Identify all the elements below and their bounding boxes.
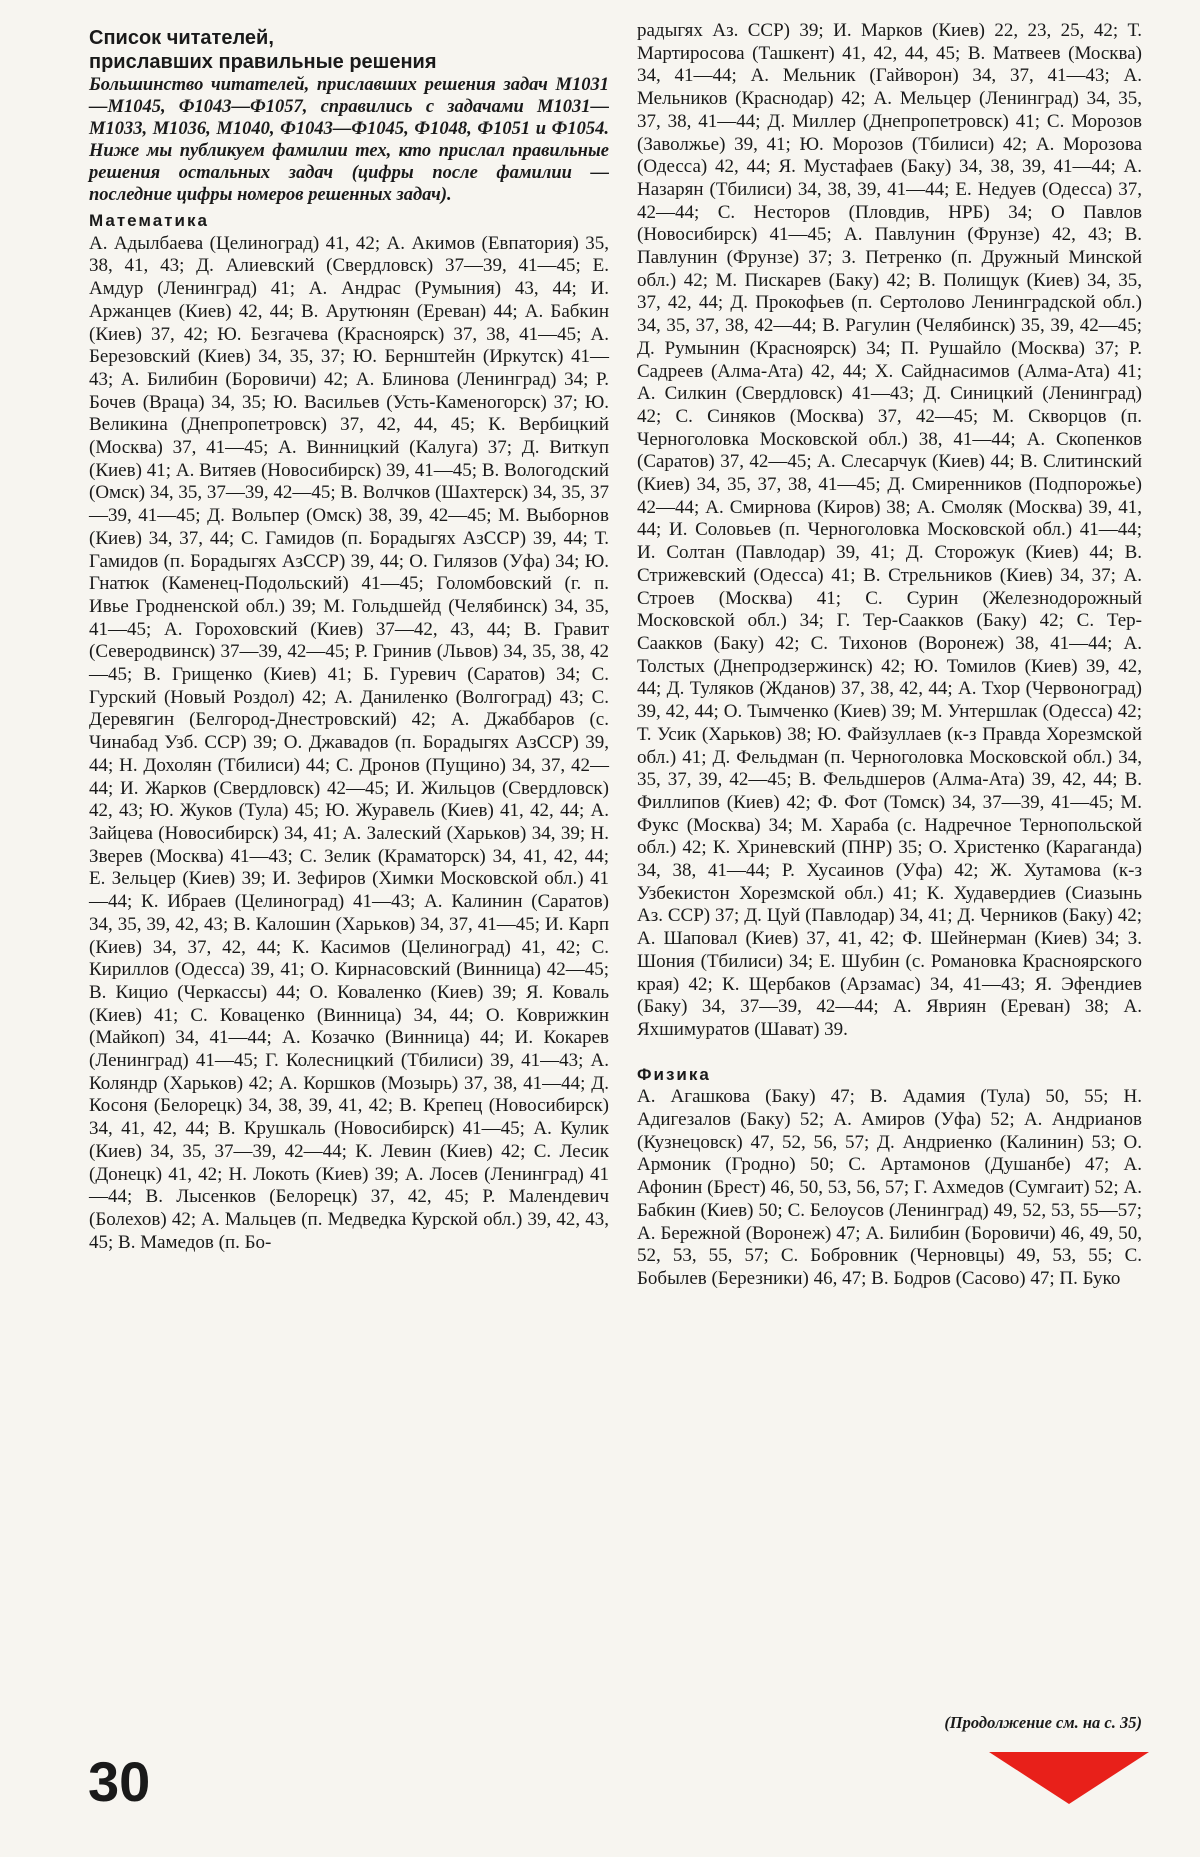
math-list-right: радыгях Аз. ССР) 39; И. Марков (Киев) 22, 23, 25, 42; Т. Мартиросова (Ташкент) 41, 42, 44, 45; В. Матвеев (Москва) 34, 41—44; А. Мельник (Гайворон) 34, 37, 41—43; А. Мельников (Краснодар) 42; А. Мельцер (Ленинград) 34, 35, 37, 38, 41—44; Д. Миллер (Днепропетровск) 41; С. Морозов (Заволжье) 39, 41; Ю. Морозов (Тбилиси) 42; А. Морозова (Одесса) 42, 44; Я. Мустафаев (Баку) 34, 38, 39, 41—44; А. Назарян (Тбилиси) 34, 38, 39, 41—44; Е. Недуев (Одесса) 37, 42—44; С. Несторов (Пловдив, НРБ) 34; О Павлов (Новосибирск) 41—45; А. Павлунин (Фрунзе) 42, 43; В. Павлунин (Фрунзе) 37; З. Петренко (п. Дружный Минской обл.) 42; М. Пискарев (Баку) 42; В. Полищук (Киев) 34, 35, 37, 42, 44; Д. Прокофьев (п. Сертолово Ленинградской обл.) 34, 35, 37, 38, 42—44; В. Рагулин (Челябинск) 35, 39, 42—45; Д. Румынин (Красноярск) 34; П. Рушайло (Москва) 37; Р. Садреев (Алма-Ата) 42, 44; Х. Сайднасимов (Алма-Ата) 41; А. Силкин (Свердловск) 41—43; Д. Синицкий (Ленинград) 42; С. Синяков (Москва) 37, 42—45; М. Скворцов (п. Черноголовка Московской обл.) 38, 41—44; А. Скопенков (Саратов) 37, 42—45; А. Слесарчук (Киев) 44; В. Слитинский (Киев) 34, 35, 37, 38, 41—45; Д. Смиренников (Подпорожье) 42—44; А. Смирнова (Киров) 38; А. Смоляк (Москва) 39, 41, 44; И. Соловьев (п. Черноголовка Московской обл.) 41—44; И. Солтан (Павлодар) 39, 41; Д. Сторожук (Киев) 44; В. Стрижевский (Одесса) 41; В. Стрельников (Киев) 34, 37; А. Строев (Москва) 41; С. Сурин (Железнодорожный Московской обл.) 34; Г. Тер-Саакков (Баку) 42; С. Тер-Саакков (Баку) 42; С. Тихонов (Воронеж) 38, 41—44; А. Толстых (Днепродзержинск) 42; Ю. Томилов (Киев) 39, 42, 44; Д. Туляков (Жданов) 37, 38, 42, 44; А. Тхор (Червоноград) 39, 42, 44; О. Тымченко (Киев) 39; М. Унтершлак (Одесса) 42; Т. Усик (Харьков) 38; Ю. Файзуллаев (к-з Правда Хорезмской обл.) 41; Д. Фельдман (п. Черноголовка Московской обл.) 34, 35, 37, 39, 42—45; В. Фельдшеров (Алма-Ата) 39, 42, 44; В. Филлипов (Киев) 42; Ф. Фот (Томск) 34, 37—39, 41—45; М. Фукс (Москва) 34; М. Хараба (с. Надречное Тернопольской обл.) 42; К. Хриневский (ПНР) 35; О. Христенко (Караганда) 34, 38, 41—44; Р. Хусаинов (Уфа) 42; Ж. Хутамова (к-з Узбекистон Хорезмской обл.) 41; К. Худавердиев (Сиазынь Аз. ССР) 37; Д. Цуй (Павлодар) 34, 41; Д. Черников (Баку) 42; А. Шаповал (Киев) 37, 41, 42; Ф. Шейнерман (Киев) 34; З. Шония (Тбилиси) 34; Е. Шубин (с. Романовка Красноярского края) 42; К. Щербаков (Арзамас) 34, 41—43; Я. Эфендиев (Баку) 34, 37—39, 42—44; А. Явриян (Ереван) 38; А. Яхшимуратов (Шават) 39. <box>637 20 1142 1040</box>
section-heading-physics: Физика <box>637 1064 711 1084</box>
continued-note: (Продолжение см. на с. 35) <box>944 1713 1142 1732</box>
page-title-line2: приславших правильные решения <box>89 51 437 73</box>
red-arrow-icon <box>989 1752 1149 1804</box>
page-title-line1: Список читателей, <box>89 27 274 49</box>
right-column <box>637 20 1142 1291</box>
red-arrow-shape <box>989 1752 1149 1804</box>
math-list-left: А. Адылбаева (Целиноград) 41, 42; А. Акимов (Евпатория) 35, 38, 41, 43; Д. Алиевский (Свердловск) 37—39, 41—45; Е. Амдур (Ленинград) 41; А. Андрас (Румыния) 43, 44; И. Аржанцев (Киев) 42, 44; В. Арутюнян (Ереван) 44; А. Бабкин (Киев) 37, 42; Ю. Безгачева (Красноярск) 37, 38, 41—45; А. Березовский (Киев) 34, 35, 37; Ю. Бернштейн (Иркутск) 41—43; А. Билибин (Боровичи) 42; А. Блинова (Ленинград) 34; Р. Бочев (Враца) 34, 35; Ю. Васильев (Усть-Каменогорск) 37; Ю. Великина (Днепропетровск) 37, 42, 44, 45; К. Вербицкий (Москва) 37, 41—45; А. Винницкий (Калуга) 37; Д. Виткуп (Киев) 41; А. Витяев (Новосибирск) 39, 41—45; В. Вологодский (Омск) 34, 35, 37—39, 42—45; В. Волчков (Шахтерск) 34, 35, 37—39, 41—45; Д. Вольпер (Омск) 38, 39, 42—45; М. Выборнов (Киев) 34, 37, 44; С. Гамидов (п. Борадыгях АзССР) 39, 44; Т. Гамидов (п. Борадыгях АзССР) 39, 44; О. Гилязов (Уфа) 34; Ю. Гнатюк (Каменец-Подольский) 41—45; Голомбовский (г. п. Ивье Гродненской обл.) 39; М. Гольдшейд (Челябинск) 34, 35, 41—45; А. Гороховский (Киев) 37—42, 43, 44; В. Гравит (Северодвинск) 37—39, 42—45; Р. Гринив (Львов) 34, 35, 38, 42—45; В. Грищенко (Киев) 41; Б. Гуревич (Саратов) 34; С. Гурский (Новый Роздол) 42; А. Даниленко (Волгоград) 43; С. Деревягин (Белгород-Днестровский) 42; А. Джаббаров (с. Чинабад Узб. ССР) 39; О. Джавадов (п. Борадыгях АзССР) 39, 44; Н. Дохолян (Тбилиси) 44; С. Дронов (Пущино) 34, 37, 42—44; И. Жарков (Свердловск) 42—45; И. Жильцов (Свердловск) 42, 43; Ю. Жуков (Тула) 45; Ю. Журавель (Киев) 41, 42, 44; А. Зайцева (Новосибирск) 34, 41; А. Залеский (Харьков) 34, 39; Н. Зверев (Москва) 41—43; С. Зелик (Краматорск) 34, 41, 42, 44; Е. Зельцер (Киев) 39; И. Зефиров (Химки Московской обл.) 41—44; К. Ибраев (Целиноград) 41—43; А. Калинин (Саратов) 34, 35, 39, 42, 43; В. Калошин (Харьков) 34, 37, 41—45; И. Карп (Киев) 34, 37, 42, 44; К. Касимов (Целиноград) 41, 42; С. Кириллов (Одесса) 39, 41; О. Кирнасовский (Винница) 42—45; В. Кицио (Черкассы) 44; О. Коваленко (Киев) 39; Я. Коваль (Киев) 41; С. Коваценко (Винница) 34, 44; О. Коврижкин (Майкоп) 34, 41—44; А. Козачко (Винница) 44; И. Кокарев (Ленинград) 41—45; Г. Колесницкий (Тбилиси) 39, 41—43; А. Коляндр (Харьков) 42; А. Коршков (Мозырь) 37, 38, 41—44; Д. Косоня (Белорецк) 34, 38, 39, 41, 42; В. Крепец (Новосибирск) 34, 41, 42, 44; В. Крушкаль (Новосибирск) 41—45; А. Кулик (Киев) 34, 35, 37—39, 42—44; К. Левин (Киев) 42; С. Лесик (Донецк) 41, 42; Н. Локоть (Киев) 39; А. Лосев (Ленинград) 41—44; В. Лысенков (Белорецк) 37, 42, 45; Р. Малендевич (Болехов) 42; А. Мальцев (п. Медведка Курской обл.) 39, 42, 43, 45; В. Мамедов (п. Бо- <box>89 232 609 1253</box>
intro-paragraph: Большинство читателей, приславших решения задач М1031—М1045, Ф1043—Ф1057, справились с задачами М1031—М1033, М1036, М1040, Ф1043—Ф1045, Ф1048, Ф1051 и Ф1054. Ниже мы публикуем фамилии тех, кто прислал правильные решения остальных задач (цифры после фамилии — последние цифры номеров решенных задач). <box>89 75 609 205</box>
physics-list: А. Агашкова (Баку) 47; В. Адамия (Тула) 50, 55; Н. Адигезалов (Баку) 52; А. Амиров (Уфа) 52; А. Андрианов (Кузнецовск) 47, 52, 56, 57; Д. Андриенко (Калинин) 53; О. Армоник (Гродно) 50; С. Артамонов (Душанбе) 47; А. Афонин (Брест) 46, 50, 53, 56, 57; Г. Ахмедов (Сумгаит) 52; А. Бабкин (Киев) 50; С. Белоусов (Ленинград) 49, 52, 53, 55—57; А. Бережной (Воронеж) 47; А. Билибин (Боровичи) 46, 49, 50, 52, 53, 55, 57; С. Бобровник (Черновцы) 49, 53, 55; С. Бобылев (Березники) 46, 47; В. Бодров (Сасово) 47; П. Буко <box>637 1086 1142 1289</box>
section-heading-math: Математика <box>89 211 209 230</box>
page-number: 30 <box>88 1750 151 1813</box>
left-column <box>89 20 609 1254</box>
